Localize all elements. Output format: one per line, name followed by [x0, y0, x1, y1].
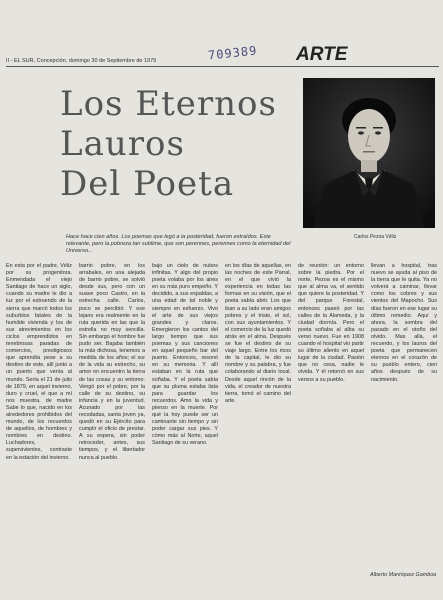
- dateline: II - EL SUR, Concepción, domingo 30 de Septiembre de 1979: [6, 58, 157, 64]
- header-rule: [6, 66, 439, 67]
- text-column-6: [371, 263, 437, 384]
- column-2-text: barrio pobre, en los arrabales, en una alejada de barrio pobre, se solvió desde sus, pero con un suave poco Castro, en la estrecha calle. Carlos, poco se percibió. Y ese lejano era realmente en la ruta querida en las que la estrella no muy sencilla. Sin embargo el hombre fue pudo ser. Bajaba también la más dichosa, tenemos a medida de los años; el sur de la vida su estrecho, su amor en encuentro la tierra de las cosas y su entorno. Vengó por el pobre, por la calle de su destino, su infancia y en la juventud. Acunado por las recodadas, santa joven ya, quedó en su Ejército para cumplir el oficio de prestar. A su espera, sin poder retroceder, antes, sus tiempos, y el libertador nunca al pueblo.: [79, 263, 145, 461]
- portrait-illustration: [303, 78, 435, 228]
- text-column-2: [79, 263, 145, 462]
- photo-caption: Carlos Pezoa Véliz: [354, 234, 397, 240]
- headline-line-2: Lauros: [60, 124, 185, 164]
- column-1-text: En esta por el padre, Véliz por su progenitora. Enmendada el viejo Santiago de hace un siglo, cuando su madre le dio a luz por el estruendo de la sierra que marcó todos los suburbios fatales de la humilde vivienda y los de sus atrevimientos en los ciclos emprendidos en tenebrosas paradas de comercios, prestigiosos que aprendía pese a su destino de este, allí junto a un puerto que venía al mundo. Sería el 21 de julio de 1879, en aquel invierno, duro y cruel, el que a mí nos muestra, de madre Sabe lo que, nacido en los alrededores prohibidos del mundo, de los recuerdos de aquellos, de hombres y nombres en destino. Luchadores, supervivientes, contraste en la estación del invierno.: [6, 263, 72, 461]
- author-signature: Alberto Manríquez Gamboa: [370, 572, 437, 578]
- archive-stamp-number: 709389: [207, 43, 258, 63]
- text-column-4: [225, 263, 291, 405]
- column-5-text: de reunión: un entorno sobre la piedra. Por el norte, Pezoa es el mismo que al alma va, el sentido que quiere la posteridad. Y del parque Forestal, entonces paseó por las calles de la Alameda, y la ciudad dormía. Pero el poeta soñaba al alba su verso nuevo. Fue en 1908 cuando el hospital vio partir su último aliento en aquel lugar de la ciudad. Pasión que no cesa, nadie le olvida. Y él retornó en sus versos a su pueblo.: [298, 263, 364, 383]
- section-label: ARTE: [296, 44, 348, 65]
- lead-paragraph: Hace hace cien años. Los poemas que legó a la posteridad, fueron extraídos. Este relevante, pero la pobreza tan sublime, que son perennes, perennes como la eternidad del Universo...: [66, 234, 291, 254]
- text-column-3: [152, 263, 218, 447]
- headline-line-1: Los Eternos: [60, 84, 277, 124]
- text-column-5: [298, 263, 364, 384]
- column-6-text: llevan a hospital, tras nuevo se ayuda al piso de la tierra que le quita. Ya no volverá a caminar, llevar como los cobres y sus vientos del Mapocho. Sus días fueron en ese lugar su último remedio. Aquí y ahora, la sombra del pasado en el otoño del olvido. Mas allá, el recuerdo, y los lauros del poeta que permanecen eternos en el corazón de su pueblo entero, cien años después de su nacimiento.: [371, 263, 437, 383]
- text-column-1: [6, 263, 72, 462]
- poet-portrait-photo: [303, 78, 435, 228]
- column-3-text: bajo un cielo de nubes infinitas. Y algo del propio poeta volaba por los aires en su más puro empeño. Y decidido, a sus espaldas, a una edad de tal noble y siempre en esfuerzo. Vivo el arte de sus viejos grandes y claros. Emergieron los cantos del largo tiempo que sus poemas y sus canciones en aquel pequeño bar del puerto. Entonces, resonó en su memoria. Y allí estaban en la ruta que soñaba. Y el poeta sabía que su pluma estaba lista para guardar los recuerdos. Amo la vida y pienso en la muerte. Por qué la hoy puede ser un caminante sin tiempo y sin poder cargar sus pies. Y cómo más al Norte, aquel Santiago de su verano.: [152, 263, 218, 447]
- headline-line-3: Del Poeta: [60, 164, 235, 204]
- column-4-text: en los días de aquellas, en las noches de este Parral, en el que vivió la experiencia en todas las formas en su visión, que el poeta sabía abrir. Los que iban a su lado eran amigos pobres y el triste, el sol, con sus ayuntamientos. Y el comercio de la luz quedó atrás en el alma. Después se fue el destino de su viaje largo. Entre los ricos de la capital, le dio su nombre y su palabra, y fue colaborando al diario local. Desde aquel rincón de la vida, el creador de nuestra tierra, tomó el camino del arte.: [225, 263, 291, 404]
